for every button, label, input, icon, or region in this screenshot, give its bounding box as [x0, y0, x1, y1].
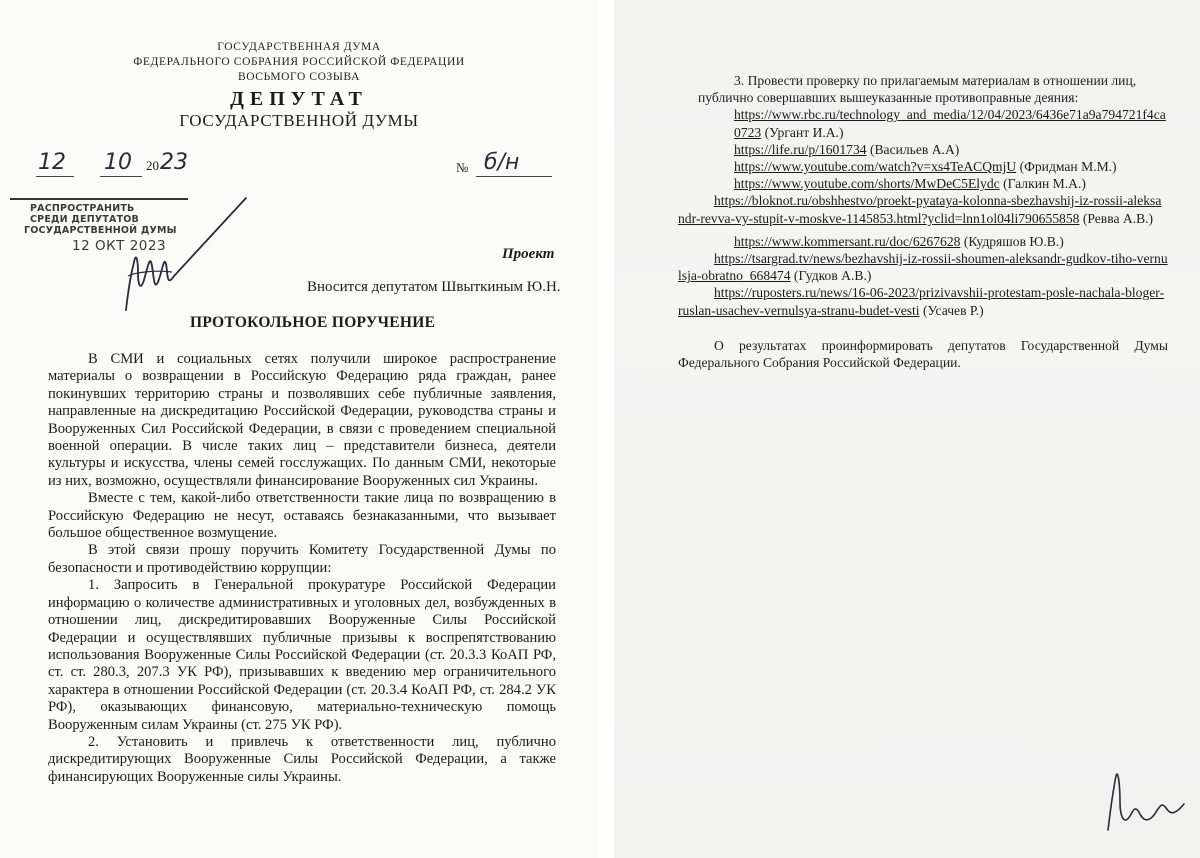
link-life[interactable]: https://life.ru/p/1601734: [734, 141, 867, 157]
document-page-1: [0, 0, 598, 858]
link-name-6: (Кудряшов Ю.В.): [963, 233, 1064, 249]
link-name-2: (Васильев А.А): [869, 141, 960, 157]
link-row-6: [698, 233, 1168, 250]
paragraph-2: Вместе с тем, какой-либо ответственности такие лица по возвращению в Российскую Федерацию не несут, оставаясь безнаказанными, что вызывает большое общественное возмущение.: [48, 490, 556, 542]
letterhead-line-3: ВОСЬМОГО СОЗЫВА: [237, 71, 361, 83]
stamp-date: 12 ОКТ 2023: [72, 238, 167, 254]
stamp-line-1: РАСПРОСТРАНИТЬ: [30, 203, 135, 214]
stamp-line-2: СРЕДИ ДЕПУТАТОВ: [30, 214, 139, 225]
link-row-2: [698, 141, 1168, 158]
paragraph-4: 1. Запросить в Генеральной прокуратуре Российской Федерации информацию о количестве административных и уголовных дел, возбужденных в отношении лиц, дискредитировавших Вооруженные Силы Российской Федерации и осуществлявших публичные призывы к воспрепятствованию использования Вооруженные Силы Российской Федерации (ст. 20.3.3 КоАП РФ, ст. ст. 280.3, 207.3 УК РФ), призывавших к введению мер ограничительного характера в отношении Российской Федерации (ст. 20.3.4 КоАП РФ, ст. 284.2 УК РФ), оказывающих финансовую, материально-техническую помощь Вооруженным силам Украины (ст. 275 УК РФ).: [48, 577, 556, 733]
project-label: Проект: [502, 246, 555, 262]
document-title: ПРОТОКОЛЬНОЕ ПОРУЧЕНИЕ: [190, 314, 436, 331]
link-row-4: [698, 175, 1168, 192]
link-name-4: (Галкин М.А.): [1003, 176, 1086, 192]
number-label: №: [456, 160, 469, 175]
date-year-suffix: 23: [160, 150, 188, 175]
right-page-text: [678, 72, 1168, 371]
link-rbc[interactable]: https://www.rbc.ru/technology_and_media/12/04/2023/6436e71a9a794721f4ca0723: [734, 107, 1166, 140]
paragraph-3: В этой связи прошу поручить Комитету Государственной Думы по безопасности и противодействию коррупции:: [48, 542, 556, 576]
link-tsargrad[interactable]: https://tsargrad.tv/news/bezhavshij-iz-rossii-shoumen-aleksandr-gudkov-tiho-vernulsja-obratno_668474: [678, 251, 1168, 284]
link-ruposters[interactable]: https://ruposters.ru/news/16-06-2023/prizivavshii-protestam-posle-nachala-bloger-ruslan-usachev-vernulsya-stranu-budet-vesti: [678, 285, 1165, 318]
link-row-7: [678, 250, 1168, 284]
stamp-line-3: ГОСУДАРСТВЕННОЙ ДУМЫ: [24, 225, 177, 236]
closing-paragraph: О результатах проинформировать депутатов Государственной Думы Федерального Собрания Российской Федерации.: [678, 337, 1168, 371]
introduced-by: Вносится депутатом Швыткиным Ю.Н.: [307, 279, 561, 295]
link-row-5: [678, 192, 1168, 226]
link-name-8: (Усачев Р.): [923, 302, 984, 318]
letterhead-line-1: ГОСУДАРСТВЕННАЯ ДУМА: [217, 41, 381, 53]
paragraph-5: 2. Установить и привлечь к ответственности лиц, публично дискредитирующих Вооруженные Силы Российской Федерации, а также финансирующих Вооруженные силы Украины.: [48, 733, 556, 785]
link-name-7: (Гудков А.В.): [793, 268, 872, 284]
link-youtube-2[interactable]: https://www.youtube.com/shorts/MwDeC5Elydc: [734, 176, 1000, 192]
link-row-8: [678, 284, 1168, 318]
link-row-1: [698, 106, 1168, 140]
signature: [116, 192, 256, 322]
link-youtube-1[interactable]: https://www.youtube.com/watch?v=xs4TeACQmjU: [734, 159, 1017, 175]
link-name-1: (Ургант И.А.): [764, 124, 844, 140]
link-kommersant[interactable]: https://www.kommersant.ru/doc/6267628: [734, 233, 961, 249]
date-month: 10: [104, 150, 132, 175]
letterhead-subtitle: ГОСУДАРСТВЕННОЙ ДУМЫ: [179, 111, 419, 130]
body-text: [48, 351, 556, 786]
letterhead: [0, 40, 598, 131]
date-day: 12: [38, 150, 66, 175]
date-year-prefix: 20: [146, 158, 159, 173]
letterhead-line-2: ФЕДЕРАЛЬНОГО СОБРАНИЯ РОССИЙСКОЙ ФЕДЕРАЦИИ: [133, 56, 465, 68]
document-page-2: [614, 0, 1200, 858]
initials-signature: [1100, 756, 1192, 838]
link-name-5: (Ревва А.В.): [1082, 210, 1154, 226]
number-value: б/н: [484, 150, 520, 175]
item-3: 3. Провести проверку по прилагаемым материалам в отношении лиц, публично совершавших вышеуказанные противоправные деяния:: [698, 73, 1137, 106]
link-row-3: [698, 158, 1168, 175]
link-name-3: (Фридман М.М.): [1019, 159, 1117, 175]
letterhead-title: ДЕПУТАТ: [230, 88, 368, 110]
link-bloknot[interactable]: https://bloknot.ru/obshhestvo/proekt-pyataya-kolonna-sbezhavshij-iz-rossii-aleksandr-revva-vy-stupit-v-moskve-1145853.html?yclid=lnn1ol04li790655858: [678, 193, 1162, 226]
paragraph-1: В СМИ и социальных сетях получили широкое распространение материалы о возвращении в Российскую Федерацию ряда граждан, ранее покинувших территорию страны и позволявших себе публичные заявления, направленные на дискредитацию Российской Федерации, руководства страны и Вооруженных Сил Российской Федерации, в связи с проведением специальной военной операции. В числе таких лиц – представители бизнеса, деятели культуры и искусства, члены семей госслужащих. По данным СМИ, некоторые из них, возможно, осуществляли финансирование Вооруженных сил Украины.: [48, 351, 556, 489]
